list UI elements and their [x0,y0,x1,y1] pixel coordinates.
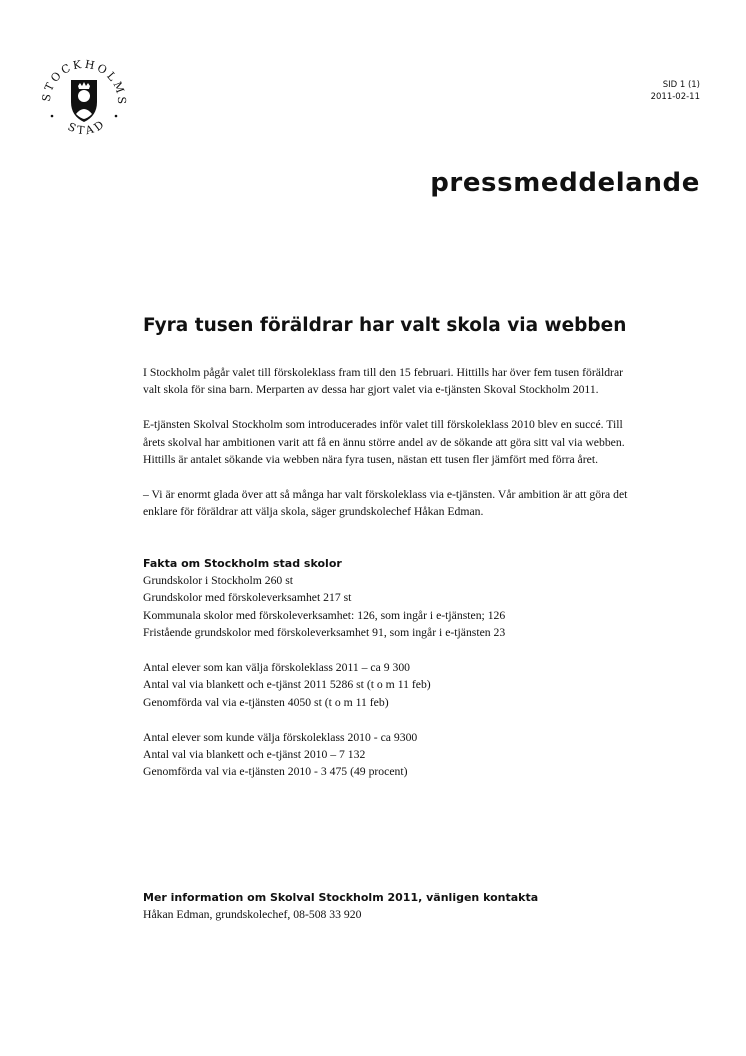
fact-line: Grundskolor med förskoleverksamhet 217 st [143,591,352,605]
facts-group-1 [143,572,643,642]
logo-ring-top-text: STOCKHOLMS [39,57,129,107]
fact-line: Genomförda val via e-tjänsten 2010 - 3 475 (49 procent) [143,765,408,779]
fact-line: Antal elever som kan välja förskoleklass 2011 – ca 9 300 [143,661,411,675]
logo-ring-bottom-text: STAD [65,116,109,138]
contact-section [143,889,538,924]
document-type: pressmeddelande [430,168,700,198]
facts-title: Fakta om Stockholm stad skolor [143,556,342,570]
facts-section [143,555,643,781]
headline: Fyra tusen föräldrar har valt skola via webben [143,315,627,336]
page-number: SID 1 (1) [662,80,700,90]
document-date: 2011-02-11 [650,92,700,102]
paragraph-1: I Stockholm pågår valet till förskoleklass fram till den 15 februari. Hittills har över fem tusen föräldrar valt skola för sina barn. Merparten av dessa har gjort valet via e-tjänsten Skoval Stockholm 2011. [143,366,624,397]
stockholms-stad-logo [36,46,132,142]
fact-line: Antal val via blankett och e-tjänst 2011 5286 st (t o m 11 feb) [143,678,431,692]
fact-line: Grundskolor i Stockholm 260 st [143,574,293,588]
fact-line: Kommunala skolor med förskoleverksamhet: 126, som ingår i e-tjänsten; 126 [143,608,506,622]
fact-line: Genomförda val via e-tjänsten 4050 st (t o m 11 feb) [143,695,389,709]
facts-group-3 [143,729,643,781]
body-text [143,364,643,798]
page-info [651,79,700,103]
contact-line: Håkan Edman, grundskolechef, 08-508 33 920 [143,908,362,922]
fact-line: Antal val via blankett och e-tjänst 2010 – 7 132 [143,748,366,762]
paragraph-2: E-tjänsten Skolval Stockholm som introducerades inför valet till förskoleklass 2010 blev en succé. Till årets skolval har ambitionen varit att få en ännu större andel av de sökande att göra sitt val via webben. Hittills är antalet sökande via webben nära fyra tusen, nästan ett tusen fler jämfört med förra året. [143,418,625,467]
facts-group-2 [143,659,643,711]
paragraph-3: – Vi är enormt glada över att så många har valt förskoleklass via e-tjänsten. Vår ambition är att göra det enklare för föräldrar att välja skola, säger grundskolechef Håkan Edman. [143,487,628,519]
fact-line: Fristående grundskolor med förskoleverksamhet 91, som ingår i e-tjänsten 23 [143,626,506,640]
contact-title: Mer information om Skolval Stockholm 2011, vänligen kontakta [143,891,539,904]
fact-line: Antal elever som kunde välja förskoleklass 2010 - ca 9300 [143,730,418,744]
